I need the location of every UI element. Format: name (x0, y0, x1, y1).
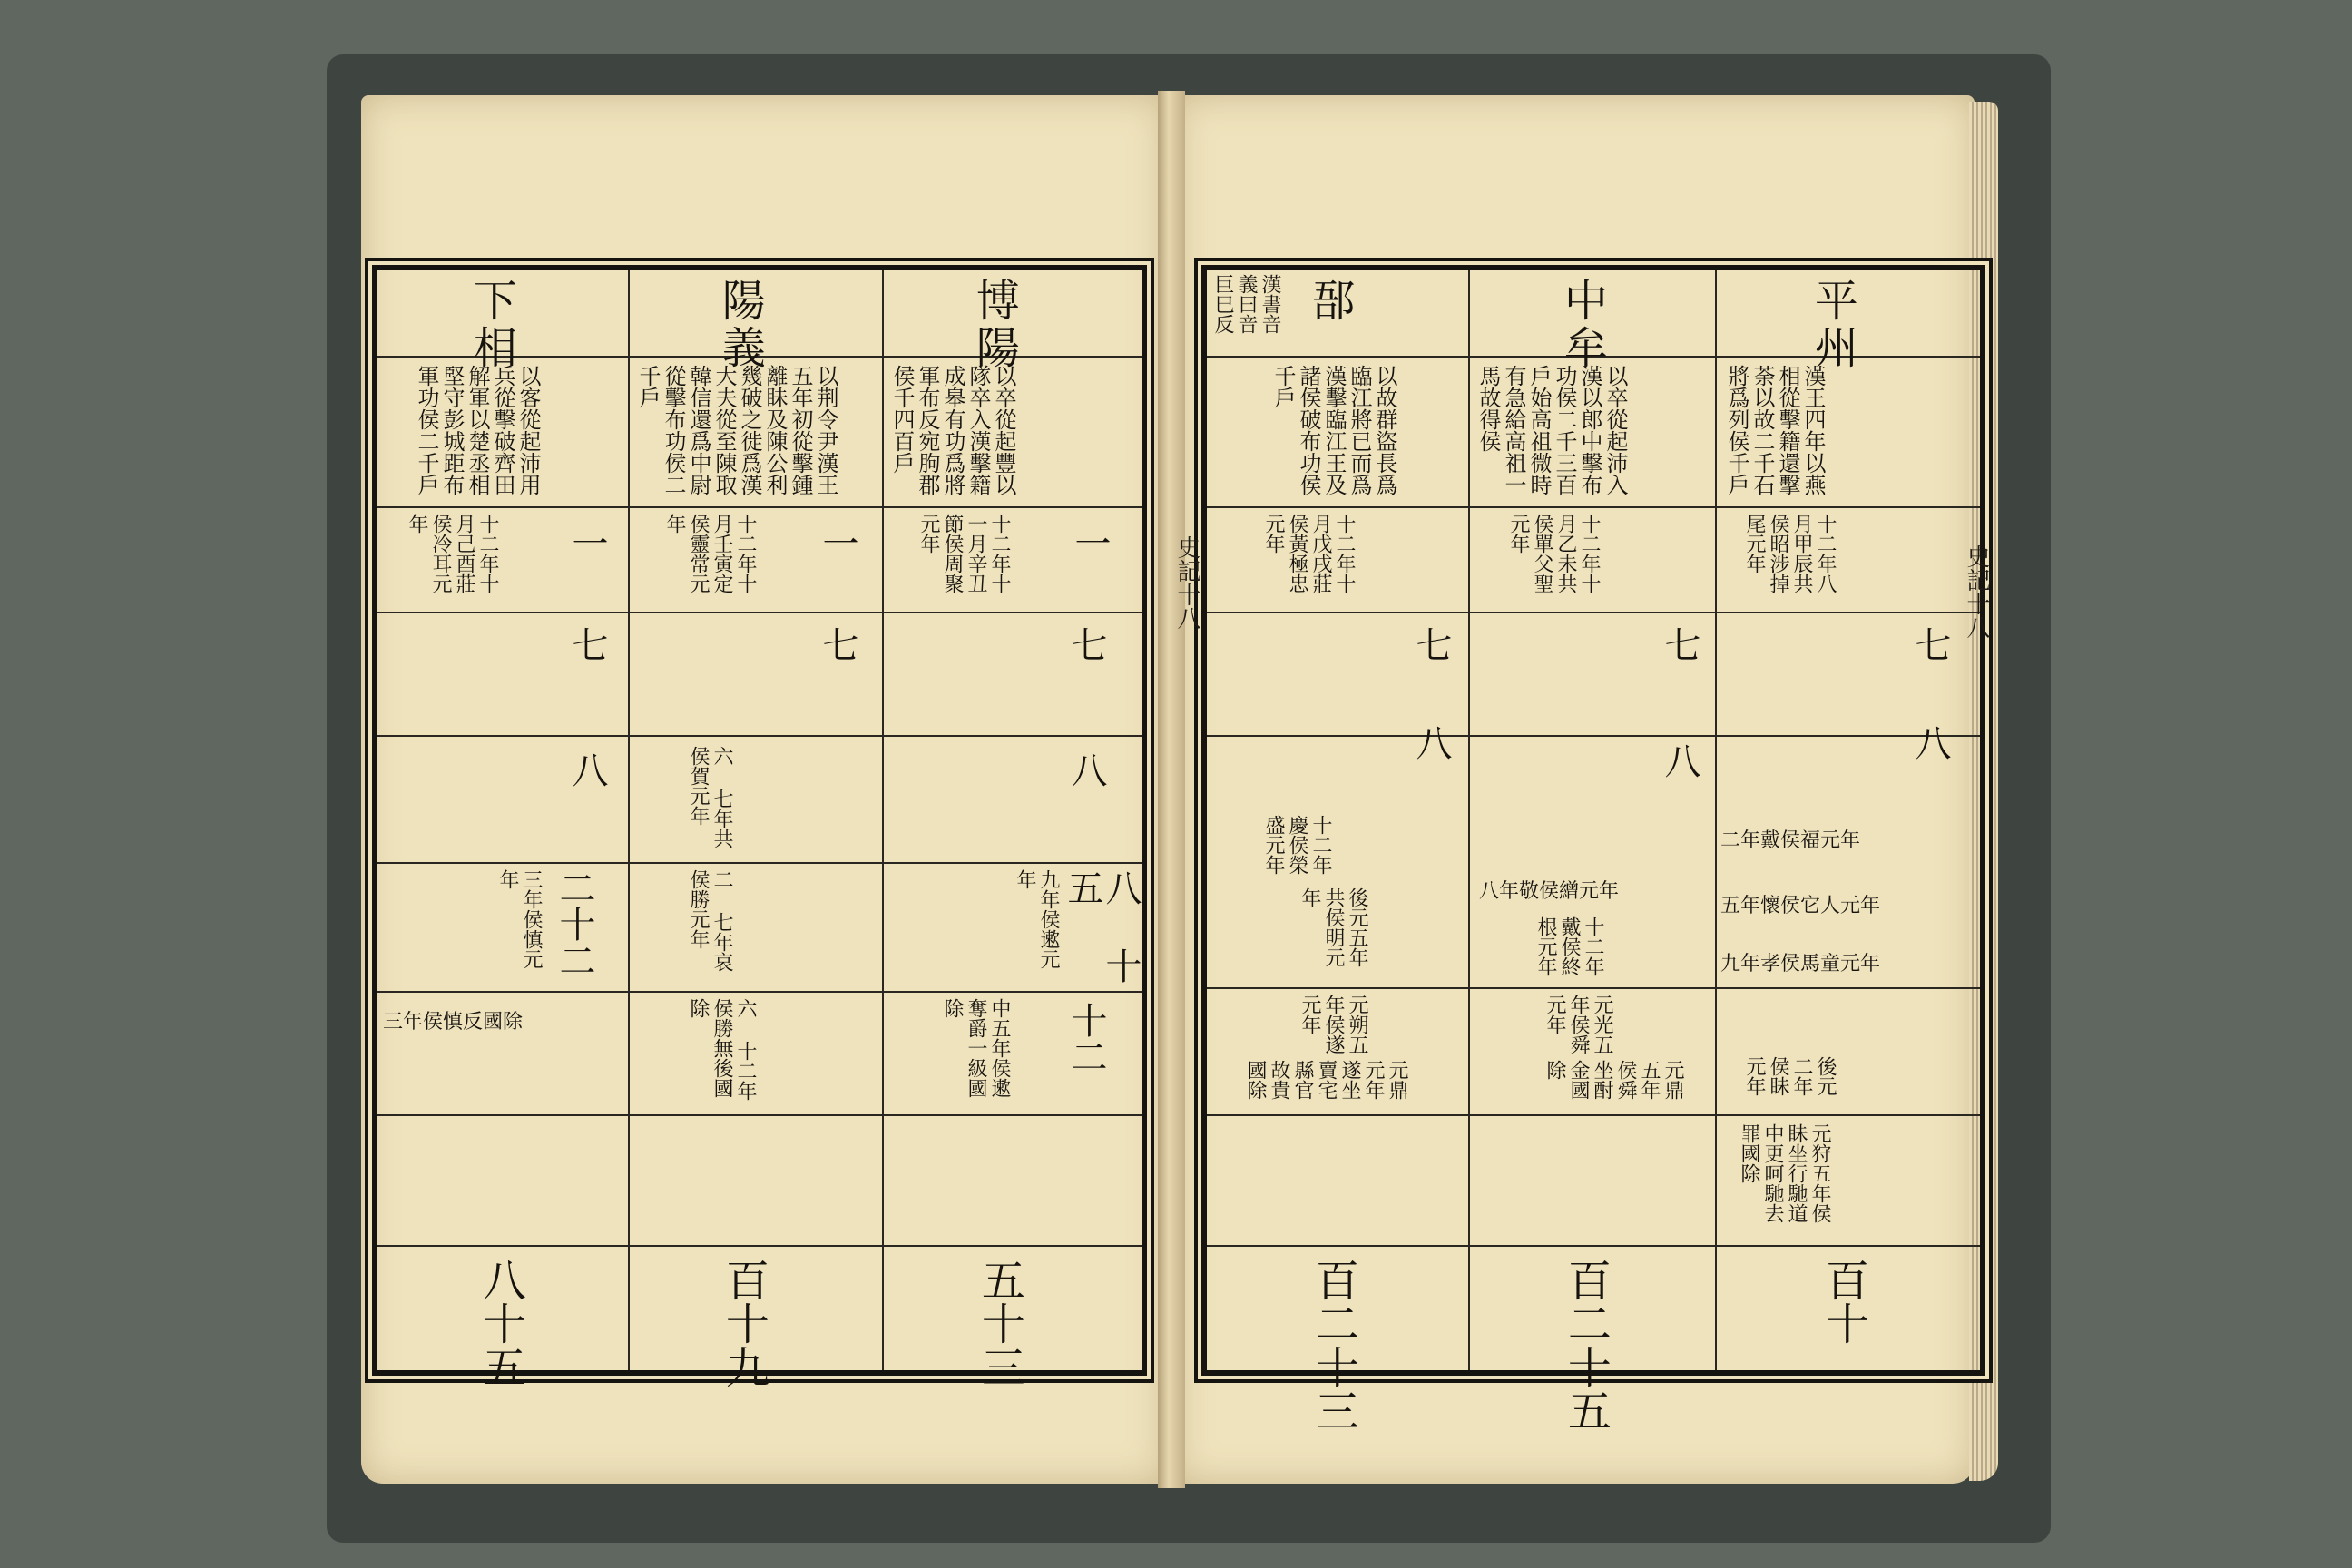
year-entry: 六 七年共侯賀元年 (687, 746, 733, 848)
marquisate-name: 博陽 (968, 278, 1020, 372)
margin-title: 史記十八 (1173, 535, 1200, 630)
year-entry: 後元五年共侯明元年 (1298, 887, 1368, 967)
year-entry: 元鼎元年遂坐賣宅縣官故貴國除 (1244, 1060, 1408, 1100)
marquisate-name: 郚 (1304, 278, 1356, 325)
margin-title: 史記十八 (1963, 544, 1990, 639)
year-count: 八 (1659, 742, 1700, 779)
row-divider (377, 991, 1142, 993)
marquisate-note: 以客從起沛用兵從擊破齊田解軍以楚丞相堅守彭城距布軍功侯二千戶 (414, 365, 541, 495)
year-entry: 十二年十月壬寅定侯靈常元年 (663, 514, 757, 593)
marquisate-note: 以卒從起豐以隊卒入漢擊籍成皋有功爲將軍布反宛朐郡侯千四百戶 (889, 365, 1016, 495)
year-count: 十二 (1065, 1002, 1107, 1074)
row-divider (377, 506, 1142, 508)
marquisate-note: 以卒從起沛入漢以郎中擊布功侯二千三百戶始高祖微時有急給高祖一馬故得侯 (1475, 365, 1628, 495)
year-count: 一 (817, 524, 858, 561)
year-entry: 十二年十月乙未共侯單父聖元年 (1507, 514, 1601, 593)
rank-number: 百二十五 (1560, 1258, 1612, 1432)
year-count: 七 (1659, 626, 1700, 662)
row-divider (1207, 1114, 1980, 1116)
year-count: 八 十五 (1062, 869, 1142, 984)
year-entry: 十二年戴侯終根元年 (1534, 916, 1604, 976)
year-entry: 三年侯慎元年 (496, 869, 543, 969)
year-count: 一 (1069, 524, 1111, 561)
year-count: 八 (1410, 724, 1452, 760)
year-count: 八 (1065, 751, 1107, 788)
row-divider (377, 612, 1142, 613)
year-count: 七 (1410, 626, 1452, 662)
row-divider (1207, 987, 1980, 989)
column-divider (882, 270, 884, 1370)
year-entry: 元光五年侯舜元年 (1544, 995, 1613, 1054)
rank-number: 八十五 (475, 1258, 526, 1388)
year-entry: 後元二年侯眛元年 (1743, 1056, 1837, 1096)
year-entry: 十二年十月戊戌莊侯黃極忠元年 (1262, 514, 1356, 593)
rank-number: 五十三 (974, 1258, 1025, 1388)
year-entry: 二年戴侯福元年 (1720, 829, 1861, 852)
year-entry: 九年侯遬元年 (1014, 869, 1060, 969)
year-entry: 元狩五年侯眛坐行馳道中更呵馳去罪國除 (1738, 1123, 1831, 1223)
year-entry: 九年孝侯馬童元年 (1720, 953, 1881, 975)
row-divider (1207, 735, 1980, 737)
year-count: 一 (566, 524, 608, 561)
row-divider (377, 1245, 1142, 1247)
rank-number: 百十九 (718, 1258, 769, 1388)
year-count: 七 (566, 626, 608, 662)
marquisate-name: 平州 (1807, 278, 1858, 372)
rank-number: 百二十三 (1308, 1258, 1359, 1432)
year-entry: 二 七年哀侯勝元年 (687, 869, 733, 972)
book-gutter (1158, 91, 1185, 1488)
column-divider (1715, 270, 1717, 1370)
marquisate-note: 以故群盜長爲臨江將已而爲漢擊臨江王及諸侯破布功侯千戶 (1270, 365, 1397, 495)
header-note: 漢書音義曰音巨巳反 (1211, 274, 1281, 334)
year-entry: 中五年侯遬奪爵一級國除 (941, 998, 1011, 1098)
year-count: 七 (817, 626, 858, 662)
row-divider (1207, 612, 1980, 613)
year-count: 八 (1909, 724, 1951, 760)
year-entry: 十二年十月己酉莊侯冷耳元年 (406, 514, 499, 593)
row-divider (1207, 1245, 1980, 1247)
row-divider (1207, 506, 1980, 508)
column-divider (628, 270, 630, 1370)
year-entry: 十二年慶侯榮盛元年 (1262, 815, 1332, 875)
year-entry: 三年侯慎反國除 (383, 1011, 524, 1034)
row-divider (377, 862, 1142, 864)
year-entry: 五年懷侯它人元年 (1720, 895, 1881, 917)
year-entry: 元鼎五年侯舜坐酎金國除 (1544, 1060, 1684, 1100)
year-entry: 元朔五年侯遂元年 (1298, 995, 1368, 1054)
marquisate-name: 中牟 (1556, 278, 1608, 372)
marquisate-note: 以荆令尹漢王五年初從擊鍾離眛及陳公利幾破之徙爲漢大夫從至陳取韓信還爲中尉從擊布功侯二千戶 (635, 365, 838, 495)
marquisate-name: 陽義 (714, 278, 766, 372)
row-divider (377, 1114, 1142, 1116)
year-entry: 八年敬侯繒元年 (1479, 880, 1620, 903)
year-entry: 六 十二年侯勝無後國除 (687, 998, 757, 1101)
row-divider (377, 735, 1142, 737)
rank-number: 百十 (1818, 1258, 1869, 1345)
marquisate-note: 漢王四年以燕相從擊籍還擊荼以故二千石將爲列侯千戶 (1724, 365, 1826, 495)
year-count: 七 (1909, 626, 1951, 662)
column-divider (1468, 270, 1470, 1370)
year-count: 二十二 (554, 869, 595, 978)
year-count: 七 (1065, 626, 1107, 662)
left-table-frame (372, 265, 1147, 1388)
year-entry: 十二年十一月辛丑節侯周聚元年 (917, 514, 1011, 593)
right-table-frame (1201, 265, 1985, 1432)
year-entry: 十二年八月甲辰共侯昭涉掉尾元年 (1743, 514, 1837, 593)
marquisate-name: 下相 (466, 278, 517, 372)
year-count: 八 (566, 751, 608, 788)
